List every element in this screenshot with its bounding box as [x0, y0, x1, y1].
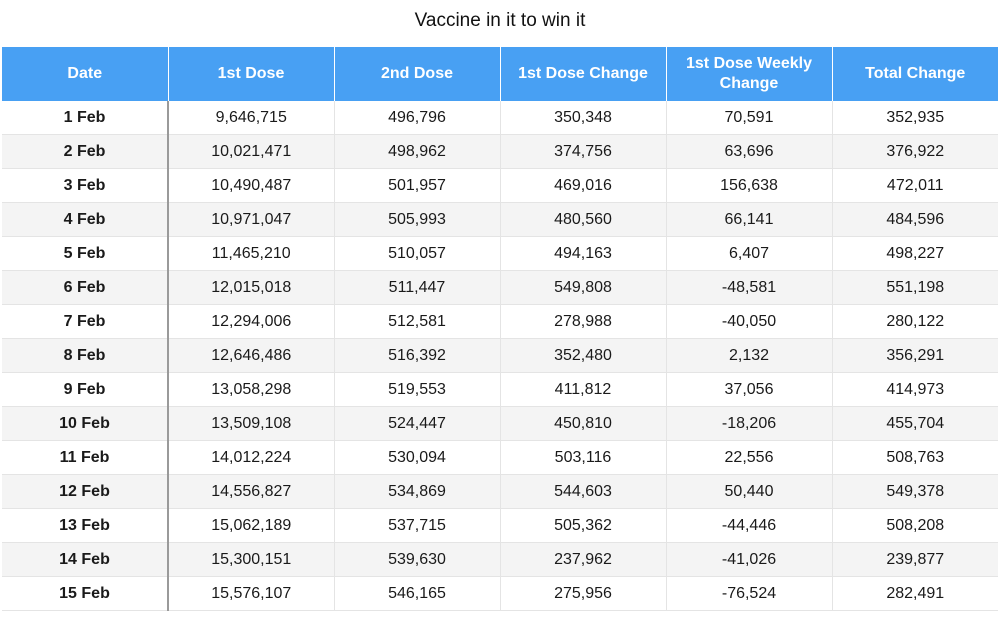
cell-2nd-dose: 534,869	[334, 475, 500, 509]
cell-1st-dose: 10,971,047	[168, 203, 334, 237]
cell-date: 2 Feb	[2, 135, 168, 169]
table-row	[2, 101, 998, 135]
cell-1st-dose-weekly-change: 50,440	[666, 475, 832, 509]
cell-date: 10 Feb	[2, 407, 168, 441]
cell-date: 13 Feb	[2, 509, 168, 543]
header-date: Date	[2, 47, 168, 101]
cell-1st-dose: 14,556,827	[168, 475, 334, 509]
cell-1st-dose: 15,300,151	[168, 543, 334, 577]
cell-1st-dose: 13,509,108	[168, 407, 334, 441]
table-row	[2, 441, 998, 475]
header-row	[2, 47, 998, 101]
cell-1st-dose: 12,294,006	[168, 305, 334, 339]
cell-date: 12 Feb	[2, 475, 168, 509]
vaccine-table-container	[2, 47, 998, 611]
cell-total-change: 508,763	[832, 441, 998, 475]
cell-1st-dose: 14,012,224	[168, 441, 334, 475]
cell-1st-dose-weekly-change: 156,638	[666, 169, 832, 203]
cell-1st-dose-change: 352,480	[500, 339, 666, 373]
cell-total-change: 551,198	[832, 271, 998, 305]
header-1st-dose: 1st Dose	[168, 47, 334, 101]
table-row	[2, 475, 998, 509]
cell-1st-dose: 13,058,298	[168, 373, 334, 407]
table-row	[2, 169, 998, 203]
cell-date: 1 Feb	[2, 101, 168, 135]
cell-1st-dose-change: 549,808	[500, 271, 666, 305]
table-row	[2, 305, 998, 339]
cell-1st-dose: 10,021,471	[168, 135, 334, 169]
table-row	[2, 407, 998, 441]
table-row	[2, 271, 998, 305]
cell-1st-dose-weekly-change: 63,696	[666, 135, 832, 169]
table-row	[2, 577, 998, 611]
cell-2nd-dose: 516,392	[334, 339, 500, 373]
cell-1st-dose-weekly-change: -40,050	[666, 305, 832, 339]
cell-1st-dose-change: 503,116	[500, 441, 666, 475]
table-row	[2, 339, 998, 373]
cell-date: 7 Feb	[2, 305, 168, 339]
cell-total-change: 282,491	[832, 577, 998, 611]
cell-2nd-dose: 511,447	[334, 271, 500, 305]
table-row	[2, 373, 998, 407]
cell-1st-dose-change: 450,810	[500, 407, 666, 441]
cell-total-change: 280,122	[832, 305, 998, 339]
cell-1st-dose: 9,646,715	[168, 101, 334, 135]
cell-date: 5 Feb	[2, 237, 168, 271]
cell-date: 4 Feb	[2, 203, 168, 237]
cell-1st-dose-weekly-change: 66,141	[666, 203, 832, 237]
cell-date: 9 Feb	[2, 373, 168, 407]
cell-1st-dose-change: 350,348	[500, 101, 666, 135]
cell-total-change: 549,378	[832, 475, 998, 509]
cell-2nd-dose: 546,165	[334, 577, 500, 611]
cell-2nd-dose: 524,447	[334, 407, 500, 441]
table-row	[2, 543, 998, 577]
header-2nd-dose: 2nd Dose	[334, 47, 500, 101]
cell-2nd-dose: 519,553	[334, 373, 500, 407]
cell-date: 15 Feb	[2, 577, 168, 611]
cell-total-change: 414,973	[832, 373, 998, 407]
table-row	[2, 509, 998, 543]
cell-date: 11 Feb	[2, 441, 168, 475]
cell-date: 3 Feb	[2, 169, 168, 203]
header-1st-dose-weekly-change: 1st Dose Weekly Change	[666, 47, 832, 101]
vaccine-table	[2, 47, 998, 611]
cell-1st-dose-weekly-change: 6,407	[666, 237, 832, 271]
cell-1st-dose-weekly-change: 2,132	[666, 339, 832, 373]
cell-total-change: 508,208	[832, 509, 998, 543]
cell-1st-dose-weekly-change: 70,591	[666, 101, 832, 135]
cell-1st-dose-weekly-change: -44,446	[666, 509, 832, 543]
table-row	[2, 237, 998, 271]
cell-2nd-dose: 512,581	[334, 305, 500, 339]
cell-2nd-dose: 505,993	[334, 203, 500, 237]
cell-total-change: 498,227	[832, 237, 998, 271]
cell-total-change: 352,935	[832, 101, 998, 135]
cell-total-change: 472,011	[832, 169, 998, 203]
cell-1st-dose-change: 480,560	[500, 203, 666, 237]
cell-total-change: 239,877	[832, 543, 998, 577]
cell-total-change: 455,704	[832, 407, 998, 441]
cell-1st-dose-change: 505,362	[500, 509, 666, 543]
cell-1st-dose-weekly-change: -18,206	[666, 407, 832, 441]
header-1st-dose-change: 1st Dose Change	[500, 47, 666, 101]
table-body	[2, 101, 998, 611]
chart-title: Vaccine in it to win it	[414, 10, 586, 31]
cell-total-change: 356,291	[832, 339, 998, 373]
cell-1st-dose-change: 275,956	[500, 577, 666, 611]
header-total-change: Total Change	[832, 47, 998, 101]
cell-1st-dose-change: 494,163	[500, 237, 666, 271]
cell-1st-dose: 12,646,486	[168, 339, 334, 373]
cell-1st-dose-change: 544,603	[500, 475, 666, 509]
cell-2nd-dose: 501,957	[334, 169, 500, 203]
cell-total-change: 484,596	[832, 203, 998, 237]
cell-1st-dose-change: 374,756	[500, 135, 666, 169]
cell-1st-dose: 15,062,189	[168, 509, 334, 543]
cell-2nd-dose: 498,962	[334, 135, 500, 169]
cell-1st-dose: 11,465,210	[168, 237, 334, 271]
cell-2nd-dose: 510,057	[334, 237, 500, 271]
cell-2nd-dose: 530,094	[334, 441, 500, 475]
cell-1st-dose-change: 469,016	[500, 169, 666, 203]
cell-2nd-dose: 496,796	[334, 101, 500, 135]
cell-1st-dose-change: 411,812	[500, 373, 666, 407]
cell-1st-dose-change: 278,988	[500, 305, 666, 339]
cell-1st-dose-weekly-change: 22,556	[666, 441, 832, 475]
table-row	[2, 135, 998, 169]
cell-1st-dose: 12,015,018	[168, 271, 334, 305]
cell-1st-dose: 10,490,487	[168, 169, 334, 203]
cell-1st-dose: 15,576,107	[168, 577, 334, 611]
cell-1st-dose-weekly-change: -76,524	[666, 577, 832, 611]
cell-date: 6 Feb	[2, 271, 168, 305]
cell-1st-dose-weekly-change: -48,581	[666, 271, 832, 305]
cell-1st-dose-weekly-change: 37,056	[666, 373, 832, 407]
cell-date: 14 Feb	[2, 543, 168, 577]
cell-2nd-dose: 539,630	[334, 543, 500, 577]
cell-1st-dose-change: 237,962	[500, 543, 666, 577]
cell-1st-dose-weekly-change: -41,026	[666, 543, 832, 577]
cell-date: 8 Feb	[2, 339, 168, 373]
cell-total-change: 376,922	[832, 135, 998, 169]
table-row	[2, 203, 998, 237]
cell-2nd-dose: 537,715	[334, 509, 500, 543]
